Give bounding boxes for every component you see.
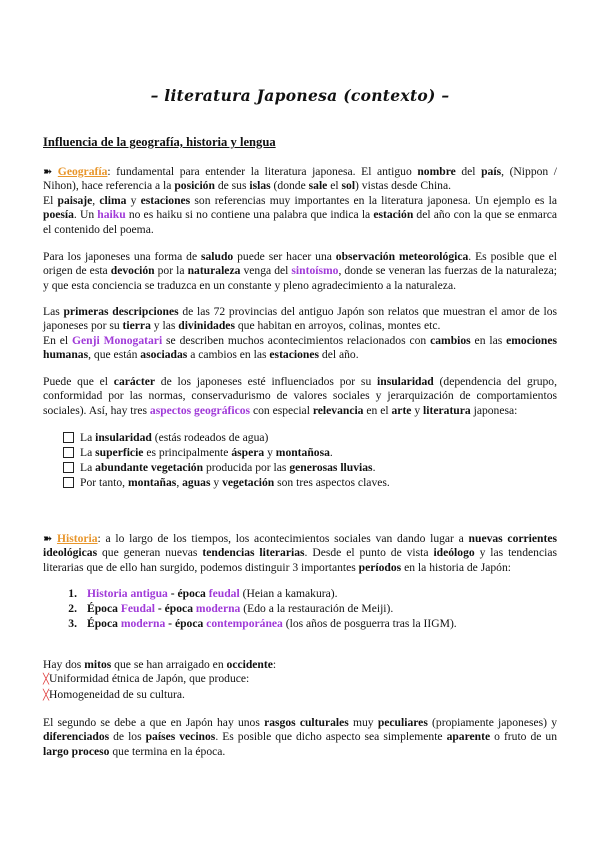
page-title: – literatura Japonesa (contexto) – xyxy=(150,86,450,105)
checklist-item: La insularidad (estás rodeados de agua) xyxy=(63,430,543,445)
checkbox-icon[interactable] xyxy=(63,462,74,473)
historia-paragraph-last: El segundo se debe a que en Japón hay unos rasgos culturales muy peculiares (propiamente japoneses) y diferenciados de los países vecinos. Es posible que dicho aspecto sea simplemente aparente o fruto de un largo proceso que termina en la época. xyxy=(43,716,558,758)
myth-item: ╳Uniformidad étnica de Japón, que produce: xyxy=(43,672,250,686)
checklist-item: La abundante vegetación producida por las generosas lluvias. xyxy=(63,460,543,475)
section-heading: Influencia de la geografía, historia y lengua xyxy=(43,135,276,149)
period-item: 3. Época moderna - época contemporánea (los años de posguerra tras la IIGM). xyxy=(68,617,457,630)
geografia-paragraph-2: El paisaje, clima y estaciones son referencias muy importantes en la literatura japonesa. Un ejemplo es la poesía. Un haiku no es haiku si no contiene una palabra que indica la estación del año con la que se enmarca el contenido del poema. xyxy=(43,193,557,236)
checkbox-icon[interactable] xyxy=(63,432,74,443)
checkbox-icon[interactable] xyxy=(63,447,74,458)
checkbox-icon[interactable] xyxy=(63,477,74,488)
historia-paragraph-1: ➽ Historia: a lo largo de los tiempos, los acontecimientos sociales van dando lugar a nuevas corrientes ideológicas que generan nuevas tendencias literarias. Desde el punto de vista ideólogo y las tendencias literarias que de ello han surgido, podemos distinguir 3 importantes períodos en la historia de Japón: xyxy=(43,532,557,574)
geografia-paragraph-5: En el Genji Monogatari se describen muchos acontecimientos relacionados con cambios en las emociones humanas, que están asociadas a cambios en las estaciones del año. xyxy=(43,333,557,362)
checklist-item: La superficie es principalmente áspera y montañosa. xyxy=(63,445,543,460)
geografia-paragraph-4: Las primeras descripciones de las 72 provincias del antiguo Japón son relatos que muestran el amor de los japoneses por su tierra y las divinidades que habitan en arroyos, colinas, montes etc. En el Genji Monogatari se describen muchos acontecimientos relacionados con cambios en las emociones humanas, que están asociadas a cambios en las estaciones del año. xyxy=(43,305,558,362)
arrow-icon: ➽ xyxy=(43,165,53,178)
geografia-paragraph-6: Puede que el carácter de los japoneses esté influenciados por su insularidad (dependencia del grupo, conformidad por las normas, conservadurismo de valores sociales y jerarquización de comportamientos sociales). Así, hay tres aspectos geográficos con especial relevancia en el arte y literatura japonesa: xyxy=(43,375,557,417)
x-mark-icon: ╳ xyxy=(43,674,50,686)
geografia-paragraph-3: Para los japoneses una forma de saludo puede ser hacer una observación meteorológica. Es posible que el origen de esta devoción por la naturaleza venga del sintoísmo, donde se veneran las fuerzas de la naturaleza; y que esta conciencia se traduzca en un constante y pleno agradecimiento a la naturaleza. xyxy=(43,250,557,292)
geografia-paragraph-1: ➽ Geografía: fundamental para entender la literatura japonesa. El antiguo nombre del país, (Nippon / Nihon), hace referencia a la posición de sus islas (donde sale el sol) vistas desde China. El paisaje, clima y estaciones son referencias muy importantes en la literatura japonesa. Un ejemplo es la poesía. Un haiku no es haiku si no contiene una palabra que indica la estación del año con la que se enmarca el contenido del poema. xyxy=(43,165,558,236)
geography-checklist xyxy=(63,430,543,490)
historia-label: Historia xyxy=(56,532,98,545)
checklist-item: Por tanto, montañas, aguas y vegetación son tres aspectos claves. xyxy=(63,475,543,490)
myth-item: ╳Homogeneidad de su cultura. xyxy=(43,687,185,701)
geografia-label: Geografía xyxy=(57,165,108,178)
periods-list xyxy=(63,586,543,631)
period-item: 1. Historia antigua - época feudal (Heian a kamakura). xyxy=(68,587,338,600)
period-item: 2. Época Feudal - época moderna (Edo a la restauración de Meiji). xyxy=(68,602,394,615)
myths-block: Hay dos mitos que se han arraigado en occidente: ╳Uniformidad étnica de Japón, que produce: ╳Homogeneidad de su cultura. xyxy=(43,658,557,703)
x-mark-icon: ╳ xyxy=(43,689,50,701)
arrow-icon: ➽ xyxy=(43,532,53,545)
